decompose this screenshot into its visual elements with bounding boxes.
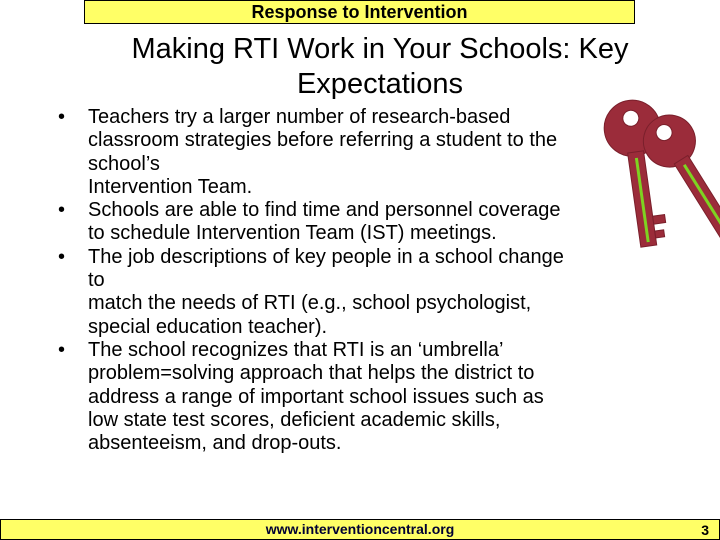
footer-banner: [0, 519, 720, 540]
bullet-line: match the needs of RTI (e.g., school psychologist,: [88, 292, 532, 315]
page-number: 3: [701, 522, 709, 538]
bullet-glyph: •: [58, 106, 66, 128]
bullet-glyph: •: [58, 245, 66, 268]
bullet-line: classroom strategies before referring a student to the: [88, 129, 558, 152]
bullet-line: The school recognizes that RTI is an ‘umbrella’: [88, 338, 504, 361]
bullet-line: address a range of important school issues such as: [88, 385, 544, 408]
bullet-line: Teachers try a larger number of research-based: [88, 106, 511, 128]
bullet-glyph: •: [58, 199, 66, 222]
bullet-line: low state test scores, deficient academic skills,: [88, 408, 501, 431]
header-banner: [84, 0, 635, 24]
bullet-line: school’s: [88, 152, 160, 175]
bullet-line: to: [88, 269, 105, 292]
header-label: Response to Intervention: [251, 2, 468, 22]
slide-title-line: Expectations: [296, 68, 464, 100]
bullet-line: absenteeism, and drop-outs.: [88, 432, 342, 455]
list-item: [58, 199, 678, 246]
footer-url-link[interactable]: www.interventioncentral.org: [265, 521, 455, 537]
bullet-line: Schools are able to find time and personnel coverage: [88, 199, 561, 222]
bullet-line: to schedule Intervention Team (IST) meetings.: [88, 222, 497, 245]
bullet-line: problem=solving approach that helps the district to: [88, 362, 535, 385]
bullet-glyph: •: [58, 338, 66, 361]
bullet-line: Intervention Team.: [88, 175, 253, 198]
list-item: [58, 106, 678, 199]
list-item: [58, 246, 678, 339]
list-item: [58, 339, 678, 455]
bullet-line: The job descriptions of key people in a school change: [88, 245, 564, 268]
bullet-list: [58, 106, 678, 455]
bullet-line: special education teacher).: [88, 315, 328, 338]
slide-title-line: Making RTI Work in Your Schools: Key: [131, 33, 629, 65]
